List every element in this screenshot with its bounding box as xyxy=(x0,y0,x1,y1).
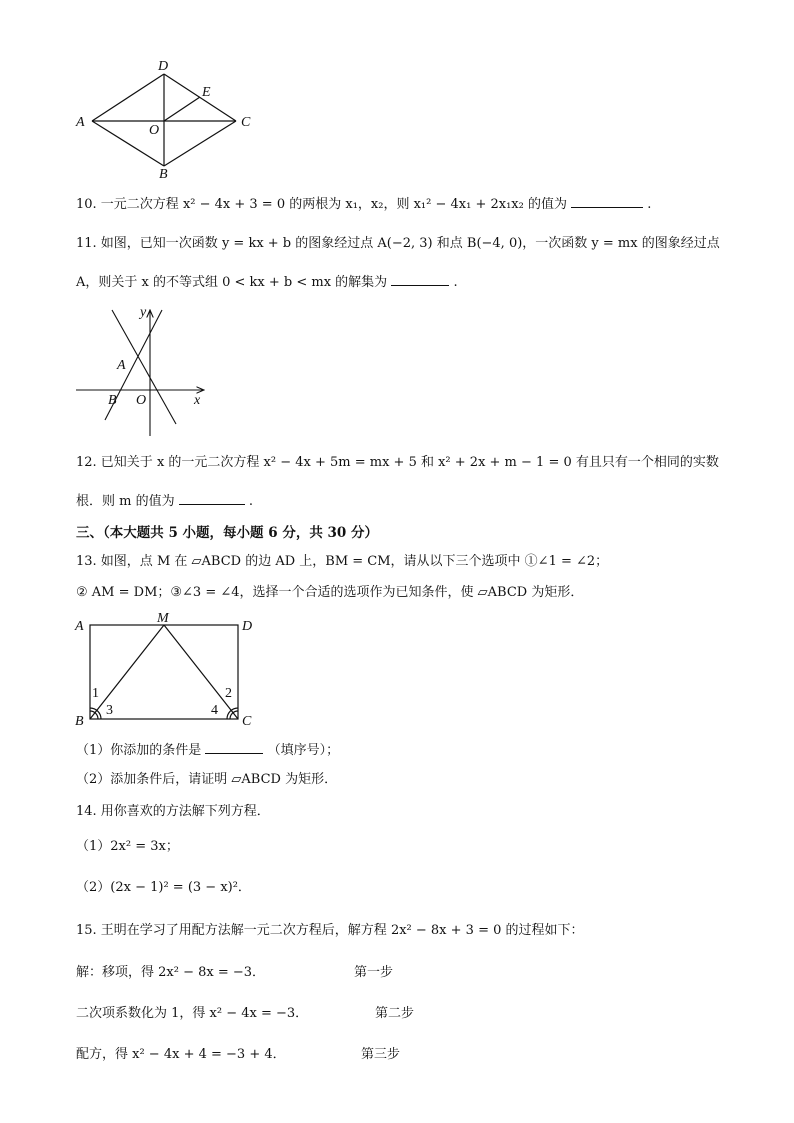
segment-OE xyxy=(164,97,200,121)
question-11-text-2: A，则关于 x 的不等式组 0 < kx + b < mx 的解集为 xyxy=(76,275,388,290)
question-12-line-1 xyxy=(76,454,719,472)
question-10 xyxy=(76,194,651,214)
question-15-step-2: 二次项系数化为 1，得 x² − 4x = −3． xyxy=(76,1006,309,1021)
segment-AD xyxy=(92,74,164,121)
question-10-end: . xyxy=(647,197,652,212)
question-14-sub-2: （2）(2x − 1)² = (3 − x)²． xyxy=(76,880,251,895)
question-15-title: 15. 王明在学习了用配方法解一元二次方程后，解方程 2x² − 8x + 3 = 0 的过程如下： xyxy=(76,923,584,938)
question-15-step-1-tag: 第一步 xyxy=(354,965,394,980)
question-13-sub-1-text: （1）你添加的条件是 xyxy=(76,743,202,758)
label-B: B xyxy=(108,393,117,408)
question-15-step-3: 配方，得 x² − 4x + 4 = −3 + 4． xyxy=(76,1047,286,1062)
question-10-text: 10. 一元二次方程 x² − 4x + 3 = 0 的两根为 x₁，x₂，则 x₁² − 4x₁ + 2x₁x₂ 的值为 xyxy=(76,197,567,212)
label-A: A xyxy=(76,115,85,130)
question-14-title: 14. 用你喜欢的方法解下列方程． xyxy=(76,804,270,819)
function-graph-figure xyxy=(70,300,220,440)
question-13-line-1 xyxy=(76,553,608,571)
question-12-text-1: 12. 已知关于 x 的一元二次方程 x² − 4x + 5m = mx + 5 和 x² + 2x + m − 1 = 0 有且只有一个相同的实数 xyxy=(76,455,719,470)
label-angle-4: 4 xyxy=(211,703,218,718)
label-B: B xyxy=(159,167,168,180)
question-13-sub-2-text: （2）添加条件后，请证明 ▱ABCD 为矩形． xyxy=(76,772,338,787)
question-11-line-2 xyxy=(76,272,458,292)
question-12-end: . xyxy=(248,494,254,509)
question-13-text-1: 13. 如图，点 M 在 ▱ABCD 的边 AD 上，BM = CM，请从以下三个选项中 ①∠1 = ∠2； xyxy=(76,554,609,569)
question-15-step-3-tag: 第三步 xyxy=(361,1047,401,1062)
label-angle-3: 3 xyxy=(106,703,113,718)
segment-CB xyxy=(164,121,236,166)
answer-blank xyxy=(571,194,643,208)
question-11-text-1: 11. 如图，已知一次函数 y = kx + b 的图象经过点 A(−2, 3) 和点 B(−4, 0)，一次函数 y = mx 的图象经过点 xyxy=(76,236,720,251)
rhombus-figure xyxy=(70,56,270,180)
section-3-heading: 三、（本大题共 5 小题，每小题 6 分，共 30 分） xyxy=(76,525,379,541)
rectangle-figure xyxy=(70,610,270,732)
label-angle-2: 2 xyxy=(225,686,232,701)
label-A: A xyxy=(75,619,84,634)
label-B: B xyxy=(75,714,84,729)
label-O: O xyxy=(149,123,160,138)
label-angle-1: 1 xyxy=(92,686,99,701)
answer-blank xyxy=(179,491,245,505)
question-13-sub-1-end: （填序号）； xyxy=(267,743,340,758)
question-12-text-2: 根．则 m 的值为 xyxy=(76,494,175,509)
segment-CM xyxy=(164,625,238,719)
label-y: y xyxy=(140,305,147,320)
label-O: O xyxy=(136,393,147,408)
question-13-sub-2 xyxy=(76,771,337,789)
question-13-line-2 xyxy=(76,584,583,602)
question-15-step-1: 解：移项，得 2x² − 8x = −3． xyxy=(76,965,266,980)
question-13-text-2: ② AM = DM；③∠3 = ∠4，选择一个合适的选项作为已知条件，使 ▱ABCD 为矩形． xyxy=(76,585,584,600)
label-C: C xyxy=(241,115,251,130)
label-x: x xyxy=(194,393,201,408)
answer-blank xyxy=(205,740,263,754)
label-A: A xyxy=(117,358,126,373)
label-D: D xyxy=(242,619,253,634)
question-12-line-2 xyxy=(76,491,253,511)
question-11-line-1 xyxy=(76,235,720,253)
question-15-step-2-tag: 第二步 xyxy=(375,1006,415,1021)
question-11-end: . xyxy=(453,275,458,290)
segment-BM xyxy=(90,625,164,719)
label-E: E xyxy=(202,85,211,100)
label-C: C xyxy=(242,714,252,729)
label-D: D xyxy=(158,59,169,74)
question-13-sub-1 xyxy=(76,740,339,760)
question-14-sub-1: （1）2x² = 3x； xyxy=(76,839,179,854)
answer-blank xyxy=(391,272,449,286)
label-M: M xyxy=(157,611,169,626)
